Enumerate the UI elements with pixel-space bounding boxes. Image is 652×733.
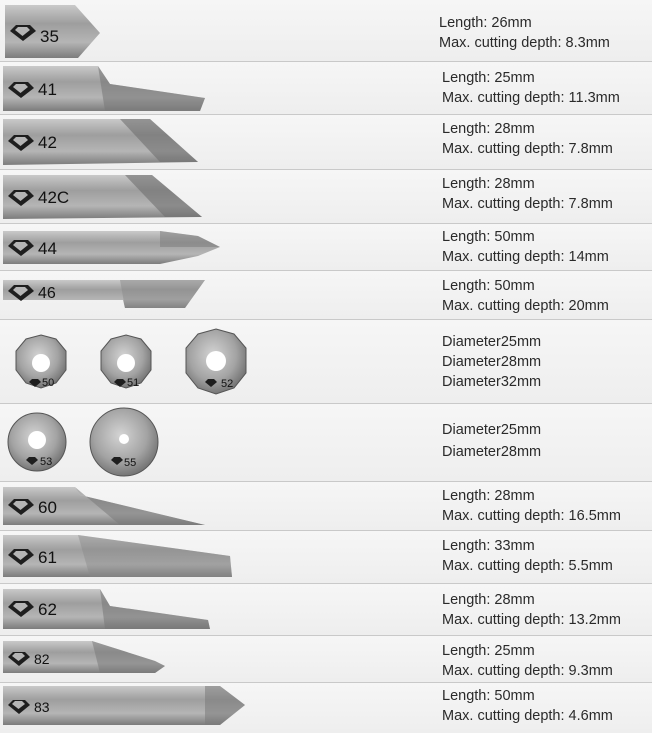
spec-depth: Max. cutting depth: 8.3mm (439, 35, 610, 51)
blade-specs (442, 68, 620, 108)
blade-code: 51 (127, 377, 140, 389)
spec-depth: Max. cutting depth: 7.8mm (442, 141, 613, 157)
spec-length: Length: 25mm (442, 70, 535, 86)
blade-row-44 (0, 224, 652, 271)
blade-code: 46 (38, 285, 56, 302)
blade-code: 42 (38, 133, 57, 152)
blade-60-image (0, 482, 430, 531)
blade-42c-image (0, 170, 430, 224)
spec-length: Length: 50mm (442, 278, 535, 294)
rotary-row-50-51-52 (0, 320, 652, 404)
blade-row-60 (0, 482, 652, 531)
spec-length: Length: 33mm (442, 538, 535, 554)
spec-length: Length: 50mm (442, 229, 535, 245)
spec-diameter: Diameter32mm (442, 374, 542, 390)
blade-specs (442, 419, 541, 463)
blade-specs (442, 119, 613, 159)
spec-depth: Max. cutting depth: 13.2mm (442, 612, 621, 628)
blade-code: 60 (38, 498, 57, 517)
blade-82-image (0, 636, 430, 683)
blade-code: 42C (38, 188, 70, 207)
blade-specs (442, 486, 621, 526)
blade-row-42 (0, 115, 652, 170)
blade-62-image (0, 584, 430, 636)
spec-depth: Max. cutting depth: 5.5mm (442, 558, 613, 574)
blade-code: 82 (34, 651, 50, 667)
blade-specs (442, 536, 613, 576)
blade-specs (442, 641, 613, 681)
blade-code: 55 (124, 457, 137, 469)
rotary-row-53-55 (0, 404, 652, 482)
blade-code: 53 (40, 456, 53, 468)
spec-diameter: Diameter28mm (442, 354, 542, 370)
blade-code: 50 (42, 377, 55, 389)
blade-row-42c (0, 170, 652, 224)
blade-row-82 (0, 636, 652, 683)
blade-row-46 (0, 271, 652, 320)
blade-61-image (0, 531, 430, 584)
blade-code: 62 (38, 600, 57, 619)
blade-row-41 (0, 62, 652, 115)
blade-code: 52 (221, 378, 234, 390)
blade-specs (439, 13, 610, 53)
spec-depth: Max. cutting depth: 11.3mm (442, 90, 620, 106)
blade-row-61 (0, 531, 652, 584)
blade-code: 61 (38, 548, 57, 567)
blade-specs (442, 174, 613, 214)
spec-length: Length: 50mm (442, 688, 535, 704)
blade-row-35 (0, 0, 652, 62)
spec-depth: Max. cutting depth: 4.6mm (442, 708, 613, 724)
spec-depth: Max. cutting depth: 20mm (442, 298, 609, 314)
spec-length: Length: 28mm (442, 488, 535, 504)
rotary-blades-image (0, 320, 430, 404)
blade-code: 35 (40, 27, 59, 46)
spec-diameter: Diameter25mm (442, 422, 542, 438)
spec-length: Length: 26mm (439, 15, 532, 31)
blade-42-image (0, 115, 430, 170)
spec-depth: Max. cutting depth: 16.5mm (442, 508, 621, 524)
blade-41-image (0, 62, 430, 115)
blade-row-62 (0, 584, 652, 636)
blade-44-image (0, 224, 430, 271)
spec-length: Length: 28mm (442, 176, 535, 192)
blade-code: 83 (34, 699, 50, 715)
blade-specs (442, 332, 541, 392)
spec-depth: Max. cutting depth: 9.3mm (442, 663, 613, 679)
spec-length: Length: 28mm (442, 121, 535, 137)
spec-diameter: Diameter25mm (442, 334, 542, 350)
blade-code: 44 (38, 239, 57, 258)
round-blades-image (0, 404, 430, 482)
spec-length: Length: 25mm (442, 643, 535, 659)
spec-diameter: Diameter28mm (442, 444, 542, 460)
blade-35-image (0, 0, 430, 62)
blade-specs (442, 276, 609, 316)
blade-46-image (0, 271, 430, 320)
blade-specs (442, 590, 621, 630)
blade-83-image (0, 683, 430, 733)
blade-specs (442, 227, 609, 267)
spec-depth: Max. cutting depth: 14mm (442, 249, 609, 265)
spec-length: Length: 28mm (442, 592, 535, 608)
spec-depth: Max. cutting depth: 7.8mm (442, 196, 613, 212)
blade-row-83 (0, 683, 652, 733)
blade-code: 41 (38, 80, 57, 99)
blade-specs (442, 686, 613, 726)
